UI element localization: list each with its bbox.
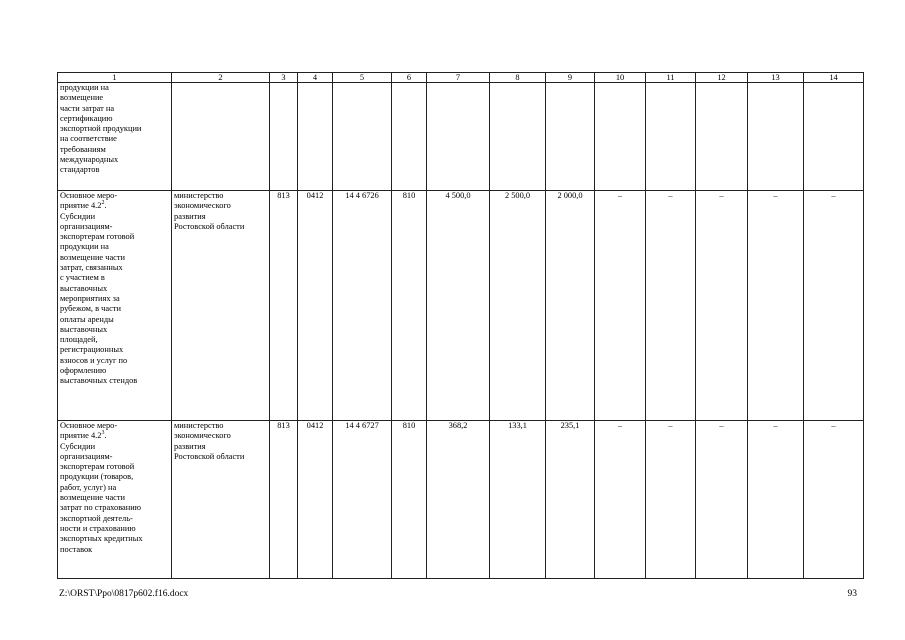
header-cell: 13 [748,73,804,83]
column-number-row [58,73,864,83]
table-row-continued [58,83,864,191]
measure-title: Основное меро- приятие 4.2 [60,421,118,441]
measure-text: . Субсидии организациям- экспортерам готовой продукции (товаров, работ, услуг) на возмещение части затрат по страхованию экспортной деятель- ности и страхованию экспортных кредитных поставок [60,431,143,554]
amount-year-2: 2 000,0 [546,191,595,421]
executor: министерство экономического развития Ростовской области [174,191,245,231]
header-cell: 4 [298,73,333,83]
amount-year-4: – [646,191,696,421]
amount-year-6: – [748,191,804,421]
expense-type-code: 810 [392,191,427,421]
header-cell: 5 [333,73,392,83]
header-cell: 2 [172,73,270,83]
header-cell: 1 [58,73,172,83]
grbs-code: 813 [270,191,298,421]
amount-year-3: – [595,191,646,421]
amount-year-4: – [646,421,696,579]
amount-year-7: – [804,421,864,579]
total-amount: 4 500,0 [427,191,490,421]
amount-year-1: 2 500,0 [490,191,546,421]
table-row-measure-4-2-3 [58,421,864,579]
page-number: 93 [847,589,857,599]
amount-year-2: 235,1 [546,421,595,579]
measure-description: продукции на возмещение части затрат на сертификацию экспортной продукции на соответствие требованиям международных стандартов [60,83,142,175]
amount-year-3: – [595,421,646,579]
header-cell: 8 [490,73,546,83]
measure-text: . Субсидии организациям- экспортерам готовой продукции на возмещение части затрат, связанных с участием в выставочных мероприятиях за рубежом, в части оплаты аренды выставочных площадей, регистрационных взносов и услуг по оформлению выставочных стендов [60,201,138,386]
header-cell: 10 [595,73,646,83]
measure-description [60,421,169,555]
total-amount: 368,2 [427,421,490,579]
measure-description [60,191,169,387]
target-article-code: 14 4 6727 [333,421,392,579]
amount-year-6: – [748,421,804,579]
section-code: 0412 [298,421,333,579]
header-cell: 6 [392,73,427,83]
amount-year-5: – [696,421,748,579]
header-cell: 3 [270,73,298,83]
expense-type-code: 810 [392,421,427,579]
header-cell: 7 [427,73,490,83]
header-cell: 9 [546,73,595,83]
target-article-code: 14 4 6726 [333,191,392,421]
grbs-code: 813 [270,421,298,579]
amount-year-1: 133,1 [490,421,546,579]
amount-year-5: – [696,191,748,421]
measure-title: Основное меро- приятие 4.2 [60,191,118,211]
table-row-measure-4-2-2 [58,191,864,421]
header-cell: 14 [804,73,864,83]
file-path-footer: Z:\ORST\Ppo\0817p602.f16.docx [59,589,189,599]
section-code: 0412 [298,191,333,421]
amount-year-7: – [804,191,864,421]
header-cell: 12 [696,73,748,83]
footnote-marker: 3 [101,430,105,437]
program-table [57,72,864,579]
executor: министерство экономического развития Ростовской области [174,421,245,461]
header-cell: 11 [646,73,696,83]
footnote-marker: 2 [101,200,105,207]
